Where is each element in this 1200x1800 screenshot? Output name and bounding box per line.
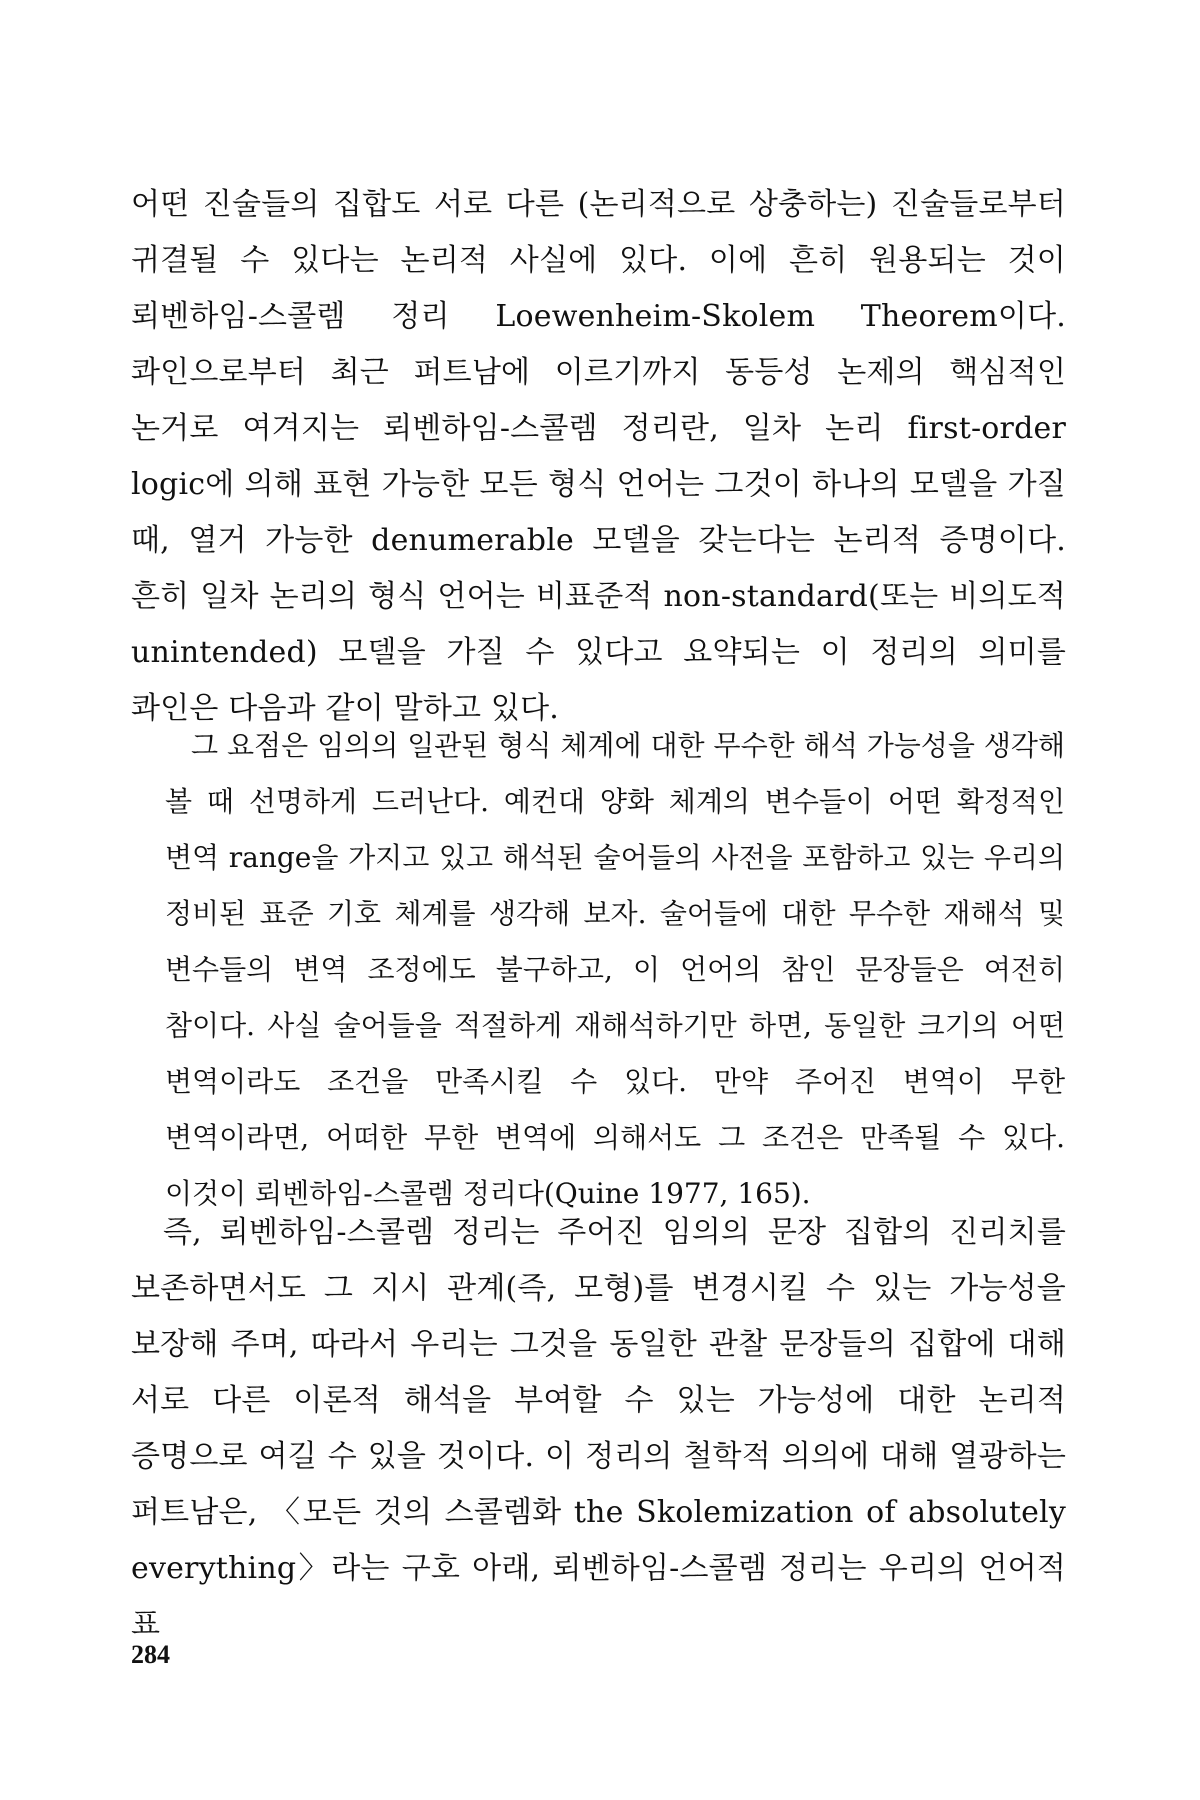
body-paragraph-2: 즉, 뢰벤하임-스콜렘 정리는 주어진 임의의 문장 집합의 진리치를 보존하면서도 그 지시 관계(즉, 모형)를 변경시킬 수 있는 가능성을 보장해 주며, 따라서 우리는 그것을 동일한 관찰 문장들의 집합에 대해 서로 다른 이론적 해석을 부여할 수 있는 가능성에 대한 논리적 증명으로 여길 수 있을 것이다. 이 정리의 철학적 의의에 대해 열광하는 퍼트남은, 〈모든 것의 스콜렘화 the Skolemization of absolutely everything〉라는 구호 아래, 뢰벤하임-스콜렘 정리는 우리의 언어적 표 xyxy=(131,1215,1066,1642)
block-quote: 그 요점은 임의의 일관된 형식 체계에 대한 무수한 해석 가능성을 생각해 볼 때 선명하게 드러난다. 예컨대 양화 체계의 변수들이 어떤 확정적인 변역 range을 가지고 있고 해석된 술어들의 사전을 포함하고 있는 우리의 정비된 표준 기호 체계를 생각해 보자. 술어들에 대한 무수한 재해석 및 변수들의 변역 조정에도 불구하고, 이 언어의 참인 문장들은 여전히 참이다. 사실 술어들을 적절하게 재해석하기만 하면, 동일한 크기의 어떤 변역이라도 조건을 만족시킬 수 있다. 만약 주어진 변역이 무한 변역이라면, 어떠한 무한 변역에 의해서도 그 조건은 만족될 수 있다. 이것이 뢰벤하임-스콜렘 정리다(Quine 1977, 165). xyxy=(165,729,1065,1210)
page-number: 284 xyxy=(131,1640,170,1669)
body-paragraph-1: 어떤 진술들의 집합도 서로 다른 (논리적으로 상충하는) 진술들로부터 귀결될 수 있다는 논리적 사실에 있다. 이에 흔히 원용되는 것이 뢰벤하임-스콜렘 정리 Loewenheim-Skolem Theorem이다. 콰인으로부터 최근 퍼트남에 이르기까지 동등성 논제의 핵심적인 논거로 여겨지는 뢰벤하임-스콜렘 정리란, 일차 논리 first-order logic에 의해 표현 가능한 모든 형식 언어는 그것이 하나의 모델을 가질 때, 열거 가능한 denumerable 모델을 갖는다는 논리적 증명이다. 흔히 일차 논리의 형식 언어는 비표준적 non-standard(또는 비의도적 unintended) 모델을 가질 수 있다고 요약되는 이 정리의 의미를 콰인은 다음과 같이 말하고 있다. xyxy=(131,187,1066,726)
